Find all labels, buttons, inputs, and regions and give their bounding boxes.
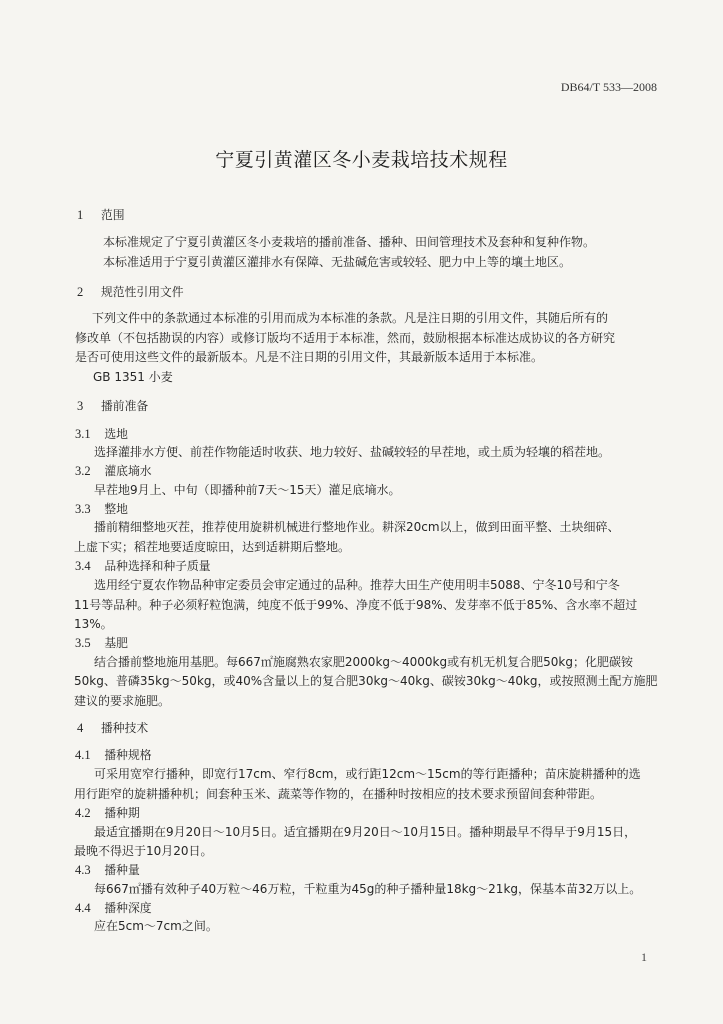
subsection-title: 基肥 [104, 636, 128, 650]
section-number: 1 [77, 208, 84, 222]
section-1-heading [77, 207, 125, 223]
subsection-number: 3.5 [75, 636, 91, 650]
paragraph: 可采用宽窄行播种，即宽行17cm、窄行8cm，或行距12cm～15cm的等行距播种；苗床旋耕播种的选 [94, 767, 641, 781]
subsection-title: 灌底墒水 [104, 464, 152, 478]
subsection-number: 4.4 [75, 901, 91, 915]
paragraph: 应在5cm～7cm之间。 [94, 919, 218, 933]
document-title: 宁夏引黄灌区冬小麦栽培技术规程 [215, 149, 508, 171]
page-number: 1 [641, 950, 647, 964]
paragraph: 最晚不得迟于10月20日。 [74, 844, 213, 858]
referenced-standard: GB 1351 小麦 [93, 370, 173, 384]
section-3-heading [77, 398, 148, 414]
paragraph: 用行距窄的旋耕播种机；间套种玉米、蔬菜等作物的，在播种时按相应的技术要求预留间套种带距。 [74, 787, 603, 801]
section-title: 规范性引用文件 [101, 285, 184, 299]
subsection-4-4-heading [75, 900, 152, 916]
subsection-3-3-heading [75, 501, 128, 517]
subsection-title: 选地 [104, 427, 128, 441]
subsection-title: 品种选择和种子质量 [104, 559, 211, 573]
paragraph: 11号等品种。种子必须籽粒饱满，纯度不低于99%、净度不低于98%、发芽率不低于85%、含水率不超过 [74, 598, 638, 612]
subsection-4-2-heading [75, 805, 140, 821]
subsection-3-1-heading [75, 426, 128, 442]
subsection-4-1-heading [75, 747, 152, 763]
section-number: 2 [77, 285, 84, 299]
subsection-number: 4.2 [75, 806, 91, 820]
subsection-3-2-heading [75, 463, 152, 479]
paragraph: 13%。 [74, 617, 113, 631]
paragraph: 选用经宁夏农作物品种审定委员会审定通过的品种。推荐大田生产使用明丰5088、宁冬10号和宁冬 [94, 578, 620, 592]
paragraph: 修改单（不包括勘误的内容）或修订版均不适用于本标准，然而，鼓励根据本标准达成协议的各方研究 [75, 331, 616, 345]
subsection-number: 3.4 [75, 559, 91, 573]
paragraph: 最适宜播期在9月20日～10月5日。适宜播期在9月20日～10月15日。播种期最早不得早于9月15日， [94, 825, 637, 839]
subsection-title: 播种规格 [104, 748, 152, 762]
paragraph: 每667㎡播有效种子40万粒～46万粒，千粒重为45g的种子播种量18kg～21kg，保基本苗32万以上。 [94, 882, 642, 896]
section-number: 3 [77, 399, 84, 413]
subsection-title: 播种深度 [104, 901, 152, 915]
paragraph: 早茬地9月上、中旬（即播种前7天～15天）灌足底墒水。 [94, 483, 401, 497]
paragraph: 本标准规定了宁夏引黄灌区冬小麦栽培的播前准备、播种、田间管理技术及套种和复种作物。 [103, 235, 596, 249]
subsection-title: 播种期 [104, 806, 140, 820]
subsection-title: 播种量 [104, 863, 140, 877]
standard-code: DB64/T 533—2008 [560, 80, 657, 94]
section-number: 4 [77, 721, 84, 735]
paragraph: 结合播前整地施用基肥。每667㎡施腐熟农家肥2000kg～4000kg或有机无机复合肥50kg；化肥碳铵 [94, 655, 633, 669]
paragraph: 选择灌排水方便、前茬作物能适时收获、地力较好、盐碱较轻的早茬地，或土质为轻壤的稻茬地。 [94, 445, 611, 459]
subsection-3-4-heading [75, 558, 211, 574]
subsection-3-5-heading [75, 635, 128, 651]
subsection-number: 3.1 [75, 427, 91, 441]
subsection-number: 4.1 [75, 748, 91, 762]
paragraph: 是否可使用这些文件的最新版本。凡是不注日期的引用文件，其最新版本适用于本标准。 [75, 350, 544, 364]
paragraph: 建议的要求施肥。 [74, 694, 171, 708]
section-title: 播种技术 [101, 721, 149, 735]
paragraph: 播前精细整地灭茬，推荐使用旋耕机械进行整地作业。耕深20cm以上，做到田面平整、土块细碎、 [94, 520, 620, 534]
subsection-4-3-heading [75, 862, 140, 878]
paragraph: 本标准适用于宁夏引黄灌区灌排水有保障、无盐碱危害或较轻、肥力中上等的壤土地区。 [103, 255, 572, 269]
subsection-number: 4.3 [75, 863, 91, 877]
section-2-heading [77, 284, 184, 300]
section-4-heading [77, 720, 148, 736]
subsection-title: 整地 [104, 502, 128, 516]
subsection-number: 3.2 [75, 464, 91, 478]
paragraph: 50kg、普磷35kg～50kg，或40%含量以上的复合肥30kg～40kg、碳铵30kg～40kg，或按照测土配方施肥 [74, 674, 658, 688]
section-title: 范围 [101, 208, 125, 222]
section-title: 播前准备 [101, 399, 149, 413]
paragraph: 下列文件中的条款通过本标准的引用而成为本标准的条款。凡是注日期的引用文件，其随后所有的 [92, 311, 609, 325]
subsection-number: 3.3 [75, 502, 91, 516]
paragraph: 上虚下实；稻茬地要适度晾田，达到适耕期后整地。 [74, 540, 351, 554]
